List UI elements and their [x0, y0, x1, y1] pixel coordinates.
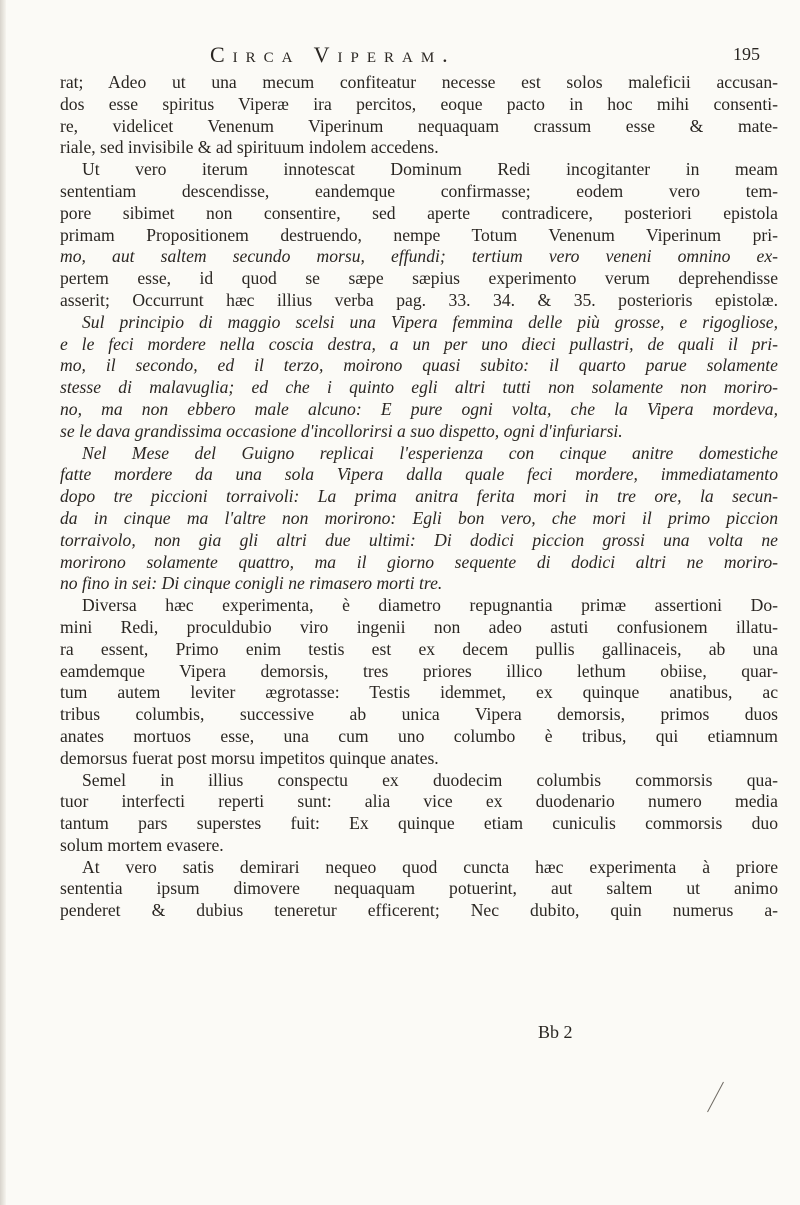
page-edge-shadow — [0, 0, 6, 1205]
text-line: ra essent, Primo enim testis est ex decem pullis gallinaceis, ab una — [60, 638, 778, 659]
text-line: morirono solamente quattro, ma il giorno sequente di dodici altri ne moriro- — [60, 551, 778, 572]
text-line: pertem esse, id quod se sæpe sæpius experimento verum deprehendisse — [60, 268, 778, 289]
text-line: asserit; Occurrunt hæc illius verba pag. 33. 34. & 35. posterioris epistolæ. — [60, 289, 778, 310]
signature-line — [60, 1022, 778, 1046]
text-line: tribus columbis, successive ab unica Vipera demorsis, primos duos — [60, 704, 778, 725]
text-line: solum mortem evasere. — [60, 834, 224, 855]
text-line: rat; Adeo ut una mecum confiteatur necesse est solos maleficii accusan- — [60, 72, 778, 92]
page-header — [60, 42, 770, 70]
text-line: riale, sed invisibile & ad spirituum indolem accedens. — [60, 137, 439, 158]
text-line: demorsus fuerat post morsu impetitos quinque anates. — [60, 747, 439, 768]
text-line: Ut vero iterum innotescat Dominum Redi incogitanter in meam — [82, 159, 778, 180]
text-line: primam Propositionem destruendo, nempe Totum Venenum Viperinum pri- — [60, 224, 778, 245]
text-line: mini Redi, proculdubio viro ingenii non adeo astuti confusionem illatu- — [60, 616, 778, 637]
text-line: mo, il secondo, ed il terzo, moirono quasi subito: il quarto parue solamente — [60, 355, 778, 376]
text-line: dos esse spiritus Viperæ ira percitos, eoque pacto in hoc mihi consenti- — [60, 93, 778, 114]
text-line: anates mortuos esse, una cum uno columbo è tribus, qui etiamnum — [60, 725, 778, 746]
text-line: tum autem leviter ægrotasse: Testis idemmet, ex quinque anatibus, ac — [60, 682, 778, 703]
text-line: torraivolo, non gia gli altri due ultimi: Di dodici piccion grossi una volta ne — [60, 529, 778, 550]
text-line: tuor interfecti reperti sunt: alia vice ex duodenario numero media — [60, 791, 778, 812]
signature-mark: Bb 2 — [538, 1022, 573, 1042]
text-line: Semel in illius conspectu ex duodecim columbis commorsis qua- — [82, 769, 778, 790]
stray-pen-mark — [707, 1082, 724, 1112]
text-line: dopo tre piccioni torraivoli: La prima anitra ferita mori in tre ore, la secun- — [60, 486, 778, 507]
text-line: e le feci mordere nella coscia destra, a un per uno dieci pullastri, de quali il pri- — [60, 333, 778, 354]
text-line: sententiam descendisse, eandemque confirmasse; eodem vero tem- — [60, 180, 778, 201]
text-line: Diversa hæc experimenta, è diametro repugnantia primæ assertioni Do- — [82, 595, 778, 616]
text-line: fatte mordere da una sola Vipera dalla quale feci mordere, immediatamento — [60, 464, 778, 485]
text-line: Sul principio di maggio scelsi una Vipera femmina delle più grosse, e rigogliose, — [82, 311, 778, 332]
text-line: da in cinque ma l'altre non morirono: Egli bon vero, che mori il primo piccion — [60, 507, 778, 528]
running-head: Circa Viperam. — [210, 42, 456, 67]
text-line: tantum pars superstes fuit: Ex quinque etiam cuniculis commorsis duo — [60, 813, 778, 834]
text-line: At vero satis demirari nequeo quod cuncta hæc experimenta à priore — [82, 856, 778, 877]
text-line: no fino in sei: Di cinque conigli ne rimasero morti tre. — [60, 573, 443, 594]
text-line: stesse di malavuglia; ed che i quinto egli altri tutti non solamente non moriro- — [60, 377, 778, 398]
text-line: sententia ipsum dimovere nequaquam potuerint, aut saltem ut animo — [60, 878, 778, 899]
text-line: penderet & dubius teneretur efficerent; Nec dubito, quin numerus a- — [60, 900, 778, 921]
text-line: re, videlicet Venenum Viperinum nequaquam crassum esse & mate- — [60, 115, 778, 136]
text-line: mo, aut saltem secundo morsu, effundi; tertium vero veneni omnino ex- — [60, 246, 778, 267]
text-line: eamdemque Vipera demorsis, tres priores illico lethum obiise, quar- — [60, 660, 778, 681]
page-number: 195 — [733, 44, 760, 64]
text-line: Nel Mese del Guigno replicai l'esperienza con cinque anitre domestiche — [82, 442, 778, 463]
text-line: no, ma non ebbero male alcuno: E pure ogni volta, che la Vipera mordeva, — [60, 398, 778, 419]
text-line: se le dava grandissima occasione d'incollorirsi a suo dispetto, ogni d'infuriarsi. — [60, 420, 623, 441]
body-text — [60, 72, 778, 922]
text-line: pore sibimet non consentire, sed aperte contradicere, posteriori epistola — [60, 202, 778, 223]
